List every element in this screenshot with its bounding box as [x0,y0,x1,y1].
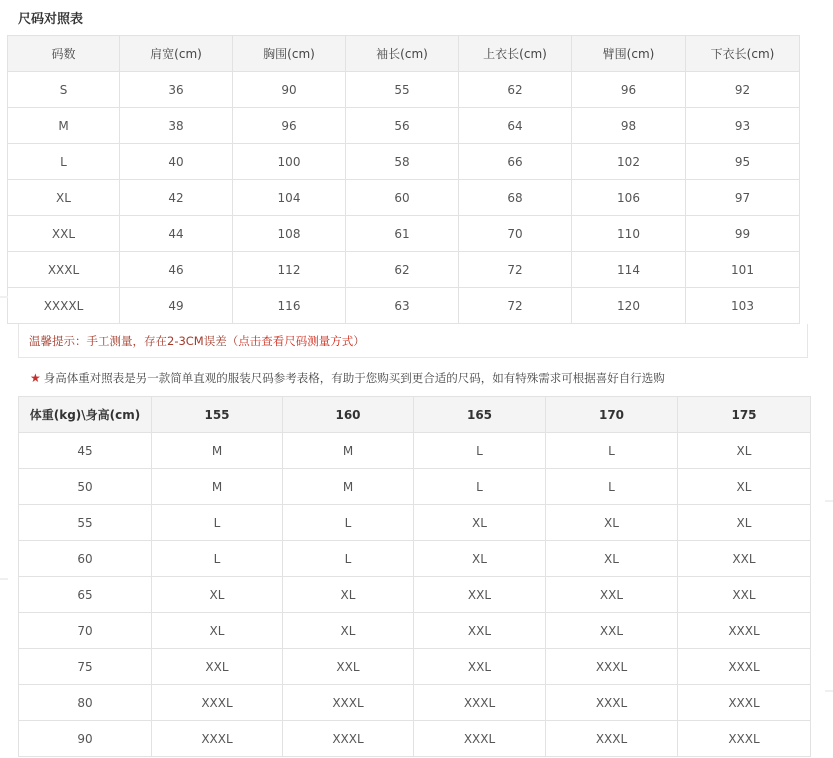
column-header: 160 [283,397,414,433]
table-cell: XXL [414,577,546,613]
table-cell: 90 [19,721,152,757]
table-header-row [8,36,800,72]
table-cell: 90 [233,72,346,108]
table-cell: M [152,433,283,469]
table-cell: 72 [459,252,572,288]
table-cell: M [8,108,120,144]
table-cell: L [283,505,414,541]
table-cell: L [414,469,546,505]
table-cell: 95 [686,144,800,180]
table-cell: 99 [686,216,800,252]
table-cell: XL [546,541,678,577]
table-cell: XL [283,577,414,613]
page-title: 尺码对照表 [18,12,84,27]
star-icon: ★ [30,371,41,385]
table-cell: XXL [414,613,546,649]
table-header-row [19,397,811,433]
column-header: 袖长(cm) [346,36,459,72]
table-cell: 44 [120,216,233,252]
table-row [19,577,811,613]
table-row [8,180,800,216]
tip-close-paren: ） [353,334,365,348]
table-cell: 38 [120,108,233,144]
table-cell: M [283,469,414,505]
table-cell: 96 [233,108,346,144]
table-cell: XL [8,180,120,216]
table-cell: L [546,469,678,505]
table-row [8,144,800,180]
table-cell: XL [546,505,678,541]
table-cell: 110 [572,216,686,252]
table-cell: XL [414,541,546,577]
height-weight-note [30,370,665,386]
tip-text: 温馨提示：手工测量，存在2-3CM误差（ [29,334,239,348]
measurement-tip [18,324,808,358]
table-cell: XXXXL [8,288,120,324]
table-cell: 50 [19,469,152,505]
table-cell: XXL [152,649,283,685]
table-cell: 58 [346,144,459,180]
table-cell: 63 [346,288,459,324]
table-cell: 62 [459,72,572,108]
table-cell: 97 [686,180,800,216]
table-cell: 56 [346,108,459,144]
table-cell: XL [414,505,546,541]
table-row [8,216,800,252]
table-row [19,541,811,577]
edge-mark [0,296,8,298]
table-cell: 100 [233,144,346,180]
table-cell: 36 [120,72,233,108]
table-cell: XXXL [414,685,546,721]
table-cell: S [8,72,120,108]
table-cell: 46 [120,252,233,288]
table-cell: 70 [459,216,572,252]
table-cell: XXXL [152,721,283,757]
table-cell: 65 [19,577,152,613]
edge-mark [0,578,8,580]
table-cell: XL [678,469,811,505]
column-header: 体重(kg)\身高(cm) [19,397,152,433]
height-weight-table [18,396,811,757]
table-row [19,721,811,757]
table-cell: 106 [572,180,686,216]
table-cell: XXXL [678,685,811,721]
table-cell: 60 [19,541,152,577]
column-header: 码数 [8,36,120,72]
table-cell: 61 [346,216,459,252]
table-row [19,649,811,685]
table-cell: XL [678,505,811,541]
table-cell: 66 [459,144,572,180]
table-cell: 98 [572,108,686,144]
table-row [8,108,800,144]
table-cell: L [283,541,414,577]
column-header: 肩宽(cm) [120,36,233,72]
table-cell: M [283,433,414,469]
table-cell: XXL [414,649,546,685]
table-cell: 62 [346,252,459,288]
table-cell: L [8,144,120,180]
table-cell: L [546,433,678,469]
table-row [8,72,800,108]
table-cell: XXL [546,613,678,649]
table-cell: XXXL [546,649,678,685]
table-cell: 40 [120,144,233,180]
table-row [8,252,800,288]
table-cell: XL [152,577,283,613]
table-cell: XXXL [678,649,811,685]
table-cell: 96 [572,72,686,108]
table-row [8,288,800,324]
column-header: 胸围(cm) [233,36,346,72]
table-row [19,613,811,649]
table-cell: 116 [233,288,346,324]
table-cell: 49 [120,288,233,324]
table-cell: 112 [233,252,346,288]
table-cell: L [152,505,283,541]
table-cell: 114 [572,252,686,288]
measurement-method-link[interactable]: 点击查看尺码测量方式 [238,334,354,348]
table-cell: 68 [459,180,572,216]
table-cell: 93 [686,108,800,144]
table-cell: XXXL [283,721,414,757]
table-cell: 101 [686,252,800,288]
table-cell: XXXL [8,252,120,288]
table-cell: 55 [346,72,459,108]
table-cell: XXXL [414,721,546,757]
table-cell: XL [678,433,811,469]
table-cell: L [152,541,283,577]
note-text: 身高体重对照表是另一款简单直观的服装尺码参考表格，有助于您购买到更合适的尺码，如有特殊需求可根据喜好自行选购 [43,371,665,385]
table-cell: XXXL [283,685,414,721]
table-cell: XL [152,613,283,649]
column-header: 上衣长(cm) [459,36,572,72]
table-cell: XXL [678,577,811,613]
table-cell: 64 [459,108,572,144]
table-cell: 92 [686,72,800,108]
table-cell: XXL [678,541,811,577]
column-header: 175 [678,397,811,433]
table-row [19,433,811,469]
column-header: 165 [414,397,546,433]
size-chart-table [7,35,800,324]
edge-mark [825,690,833,692]
table-cell: 104 [233,180,346,216]
table-cell: XXL [283,649,414,685]
table-cell: 72 [459,288,572,324]
table-cell: 70 [19,613,152,649]
table-cell: 45 [19,433,152,469]
column-header: 170 [546,397,678,433]
table-row [19,685,811,721]
table-cell: XXL [8,216,120,252]
column-header: 下衣长(cm) [686,36,800,72]
table-cell: XXXL [152,685,283,721]
table-cell: XXXL [678,721,811,757]
table-cell: XXXL [546,721,678,757]
table-cell: 120 [572,288,686,324]
table-cell: 103 [686,288,800,324]
column-header: 臂围(cm) [572,36,686,72]
table-cell: XXXL [546,685,678,721]
table-cell: XL [283,613,414,649]
table-cell: 60 [346,180,459,216]
table-cell: XXXL [678,613,811,649]
table-cell: XXL [546,577,678,613]
table-cell: L [414,433,546,469]
table-cell: 75 [19,649,152,685]
table-cell: 55 [19,505,152,541]
edge-mark [825,500,833,502]
column-header: 155 [152,397,283,433]
table-row [19,505,811,541]
table-row [19,469,811,505]
table-cell: 42 [120,180,233,216]
table-cell: 80 [19,685,152,721]
table-cell: 108 [233,216,346,252]
table-cell: M [152,469,283,505]
table-cell: 102 [572,144,686,180]
